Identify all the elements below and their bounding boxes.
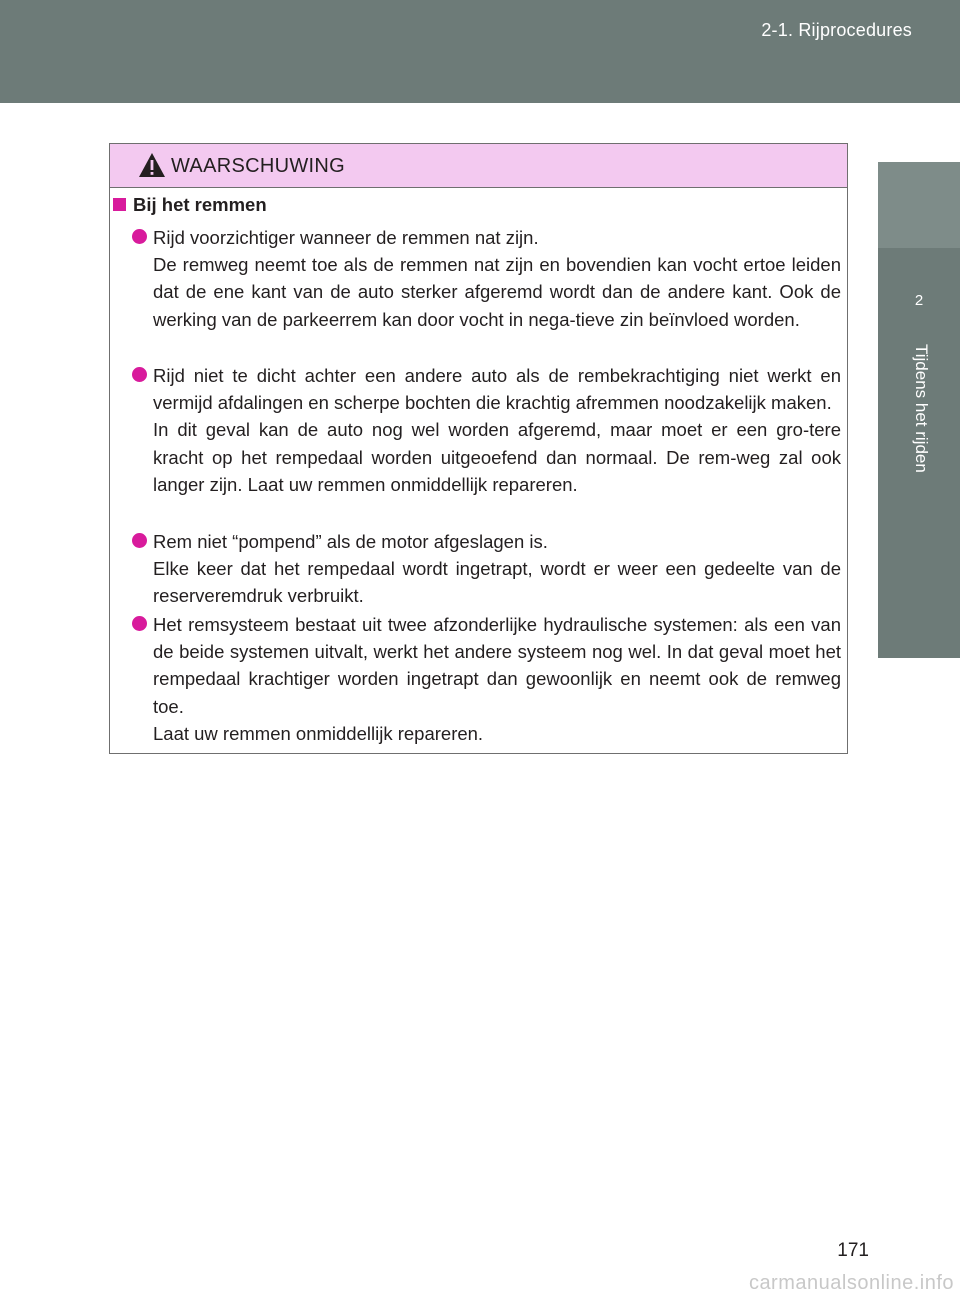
section-heading — [113, 194, 267, 216]
section-title: 2-1. Rijprocedures — [761, 20, 912, 40]
bullet-dot-icon — [132, 616, 147, 631]
warning-title: WAARSCHUWING — [171, 155, 345, 177]
page-number: 171 — [837, 1240, 869, 1261]
chapter-side-tab — [878, 162, 960, 658]
item-paragraph: De remweg neemt toe als de remmen nat zijn en bovendien kan vocht ertoe leiden dat de ene kant van de auto sterker afgeremd wordt dan de andere kant. Ook de werking van de parkeerrem kan door vocht in nega-tieve zin beïnvloed worden. — [153, 254, 841, 330]
list-item — [132, 528, 841, 610]
item-paragraph: Het remsysteem bestaat uit twee afzonderlijke hydraulische systemen: als een van de beide systemen uitvalt, werkt het andere systeem nog wel. In dat geval moet het rempedaal krachtiger worden ingetrapt dan gewoonlijk en neemt ook de remweg toe. — [153, 614, 841, 717]
item-paragraph: In dit geval kan de auto nog wel worden afgeremd, maar moet er een gro-tere kracht op het rempedaal worden uitgeoefend dan normaal. De rem-weg zal ook langer zijn. Laat uw remmen onmiddellijk repareren. — [153, 419, 841, 495]
section-heading-text: Bij het remmen — [133, 194, 267, 215]
list-item — [132, 362, 841, 498]
item-paragraph: Rem niet “pompend” als de motor afgeslagen is. — [153, 531, 548, 552]
list-item — [132, 224, 841, 333]
item-paragraph: Rijd niet te dicht achter een andere auto als de rembekrachtiging niet werkt en vermijd afdalingen en scherpe bochten die krachtig afremmen noodzakelijk maken. — [153, 365, 841, 414]
bullet-dot-icon — [132, 229, 147, 244]
item-paragraph: Laat uw remmen onmiddellijk repareren. — [153, 722, 484, 744]
chapter-number: 2 — [914, 292, 924, 309]
side-tab-top-block — [878, 162, 960, 248]
warning-header — [110, 144, 847, 188]
bullet-dot-icon — [132, 533, 147, 548]
item-paragraph: Elke keer dat het rempedaal wordt ingetrapt, wordt er weer een gedeelte van de reserveremdruk verbruikt. — [153, 558, 841, 607]
item-paragraph: Rijd voorzichtiger wanneer de remmen nat zijn. — [153, 227, 539, 248]
square-bullet-icon — [113, 198, 126, 211]
warning-box — [109, 143, 848, 754]
list-item — [132, 611, 841, 747]
watermark-link[interactable]: carmanualsonline.info — [748, 1272, 954, 1294]
chapter-label: Tijdens het rijden — [912, 344, 931, 473]
bullet-dot-icon — [132, 367, 147, 382]
warning-triangle-icon — [138, 152, 166, 178]
header-band — [0, 0, 960, 103]
